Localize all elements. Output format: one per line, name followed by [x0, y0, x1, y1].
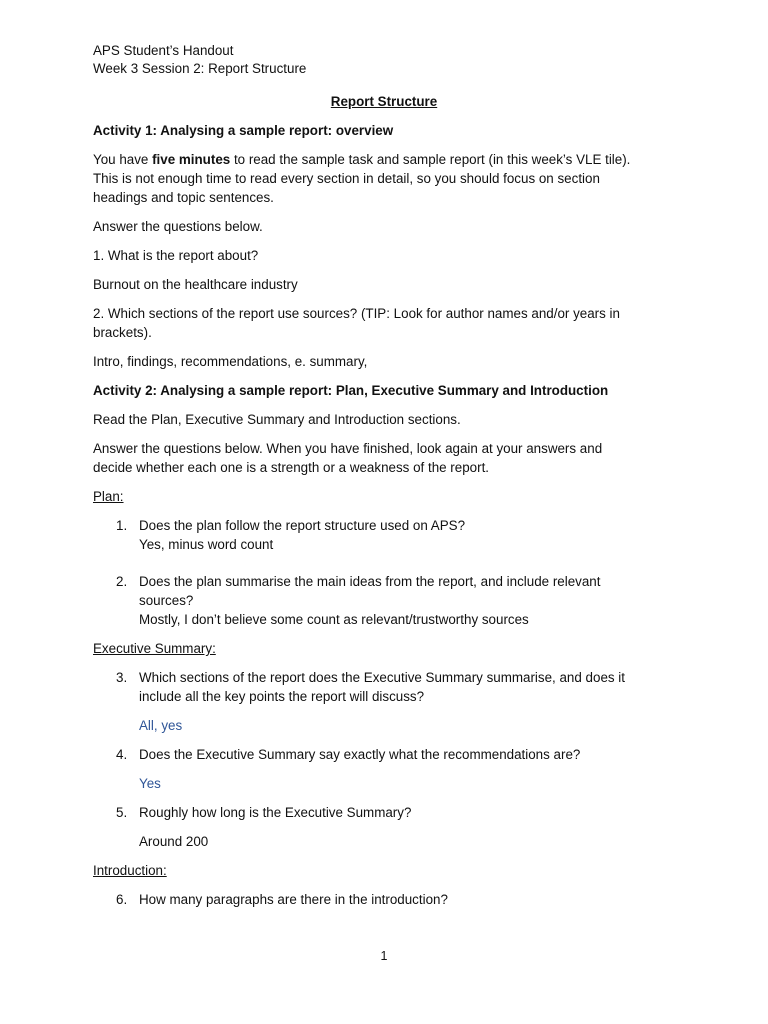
answer-1: Burnout on the healthcare industry: [93, 277, 298, 292]
exec-answer-5: Around 200: [139, 834, 209, 849]
executive-summary-heading: Executive Summary:: [93, 641, 216, 656]
list-number: 4.: [116, 747, 128, 762]
intro-suffix: to read the sample task and sample report (in this week’s VLE tile).: [230, 152, 631, 167]
activity2-instruction-line1: Answer the questions below. When you have finished, look again at your answers and: [93, 441, 603, 456]
header-session: Week 3 Session 2: Report Structure: [93, 61, 307, 76]
page-title: Report Structure: [330, 94, 438, 109]
exec-question-5: Roughly how long is the Executive Summary?: [139, 805, 412, 820]
activity1-intro-line3: headings and topic sentences.: [93, 190, 274, 205]
intro-prefix: You have: [93, 152, 153, 167]
activity2-heading: Activity 2: Analysing a sample report: Plan, Executive Summary and Introduction: [93, 383, 609, 398]
activity2-instruction-line2: decide whether each one is a strength or a weakness of the report.: [93, 460, 490, 475]
question-1: 1. What is the report about?: [93, 248, 259, 263]
activity1-intro-line1: [93, 150, 630, 169]
intro-question-6: How many paragraphs are there in the introduction?: [139, 892, 448, 907]
list-number: 3.: [116, 670, 128, 685]
plan-question-2-line2: sources?: [139, 593, 194, 608]
activity1-instruction: Answer the questions below.: [93, 219, 263, 234]
question-2-line2: brackets).: [93, 325, 152, 340]
exec-question-3-line1: Which sections of the report does the Executive Summary summarise, and does it: [139, 670, 625, 685]
exec-answer-4: Yes: [139, 776, 161, 791]
list-number: 5.: [116, 805, 128, 820]
activity1-heading: Activity 1: Analysing a sample report: overview: [93, 123, 394, 138]
plan-question-1: Does the plan follow the report structure used on APS?: [139, 518, 466, 533]
exec-answer-3: All, yes: [139, 718, 183, 733]
plan-heading: Plan:: [93, 489, 124, 504]
activity1-intro-line2: This is not enough time to read every section in detail, so you should focus on section: [93, 171, 600, 186]
list-number: 1.: [116, 518, 128, 533]
list-number: 2.: [116, 574, 128, 589]
intro-bold-text: five minutes: [152, 152, 231, 167]
header-course-title: APS Student’s Handout: [93, 43, 234, 58]
introduction-heading: Introduction:: [93, 863, 167, 878]
exec-question-3-line2: include all the key points the report will discuss?: [139, 689, 425, 704]
plan-question-2-line1: Does the plan summarise the main ideas from the report, and include relevant: [139, 574, 601, 589]
plan-answer-1: Yes, minus word count: [139, 537, 274, 552]
activity2-read-instruction: Read the Plan, Executive Summary and Introduction sections.: [93, 412, 461, 427]
plan-answer-2: Mostly, I don’t believe some count as relevant/trustworthy sources: [139, 612, 529, 627]
question-2-line1: 2. Which sections of the report use sources? (TIP: Look for author names and/or years in: [93, 306, 620, 321]
exec-question-4: Does the Executive Summary say exactly what the recommendations are?: [139, 747, 581, 762]
answer-2: Intro, findings, recommendations, e. summary,: [93, 354, 368, 369]
page-number: 1: [380, 949, 388, 963]
list-number: 6.: [116, 892, 128, 907]
